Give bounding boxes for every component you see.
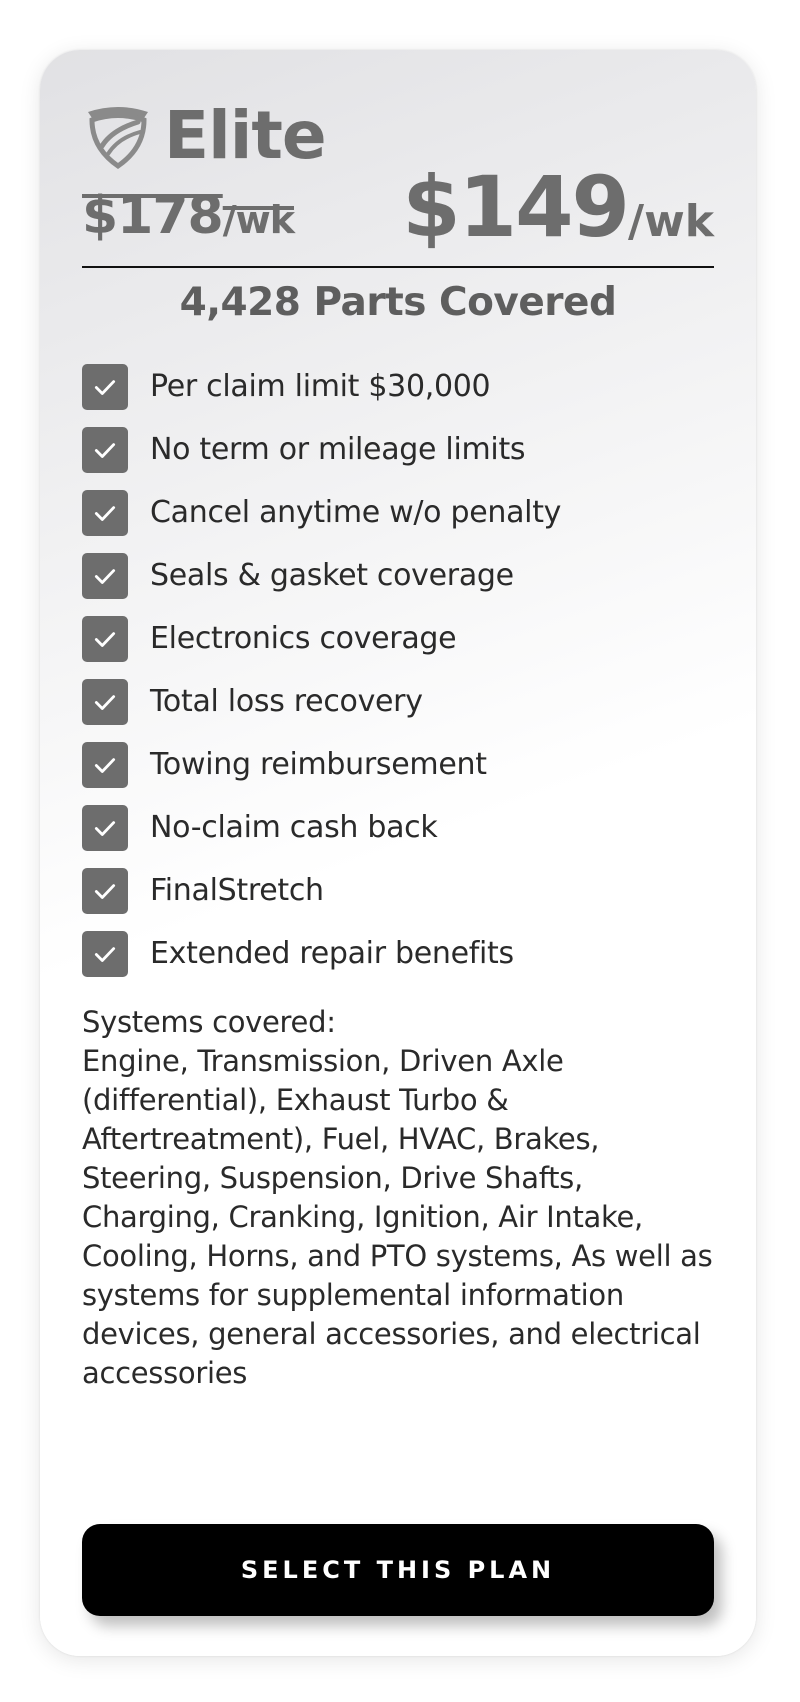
feature-label: Per claim limit $30,000 bbox=[150, 369, 491, 404]
feature-label: Total loss recovery bbox=[150, 684, 423, 719]
feature-item bbox=[82, 607, 714, 670]
feature-item bbox=[82, 922, 714, 985]
systems-heading: Systems covered: bbox=[82, 1005, 336, 1039]
feature-label: No-claim cash back bbox=[150, 810, 438, 845]
original-price-unit: /wk bbox=[222, 198, 294, 242]
sale-price bbox=[402, 158, 714, 256]
checkbox-checked-icon bbox=[82, 427, 128, 473]
feature-label: FinalStretch bbox=[150, 873, 324, 908]
checkbox-checked-icon bbox=[82, 364, 128, 410]
checkbox-checked-icon bbox=[82, 868, 128, 914]
feature-label: Electronics coverage bbox=[150, 621, 457, 656]
systems-description: Engine, Transmission, Driven Axle (differential), Exhaust Turbo & Aftertreatment), Fuel, HVAC, Brakes, Steering, Suspension, Drive Shafts, Charging, Cranking, Ignition, Air Intake, Cooling, Horns, and PTO systems, As well as systems for supplemental information devices, general accessories, and electrical accessories bbox=[82, 1044, 713, 1390]
feature-item bbox=[82, 418, 714, 481]
checkbox-checked-icon bbox=[82, 742, 128, 788]
parts-covered: 4,428 Parts Covered bbox=[179, 280, 617, 325]
checkbox-checked-icon bbox=[82, 679, 128, 725]
checkbox-checked-icon bbox=[82, 931, 128, 977]
checkbox-checked-icon bbox=[82, 805, 128, 851]
sale-price-unit: /wk bbox=[628, 196, 714, 247]
checkbox-checked-icon bbox=[82, 616, 128, 662]
plan-name: Elite bbox=[164, 97, 326, 174]
original-price-amount: $178 bbox=[82, 186, 223, 246]
feature-item bbox=[82, 796, 714, 859]
feature-list bbox=[82, 355, 714, 985]
feature-item bbox=[82, 670, 714, 733]
original-price bbox=[82, 186, 294, 246]
feature-item bbox=[82, 481, 714, 544]
price-row bbox=[82, 158, 714, 268]
feature-item bbox=[82, 544, 714, 607]
checkbox-checked-icon bbox=[82, 553, 128, 599]
feature-item bbox=[82, 859, 714, 922]
checkbox-checked-icon bbox=[82, 490, 128, 536]
feature-label: Extended repair benefits bbox=[150, 936, 514, 971]
select-plan-button[interactable]: SELECT THIS PLAN bbox=[82, 1524, 714, 1616]
shield-icon bbox=[82, 100, 154, 172]
feature-label: Seals & gasket coverage bbox=[150, 558, 514, 593]
plan-card bbox=[40, 50, 756, 1656]
feature-item bbox=[82, 355, 714, 418]
feature-label: No term or mileage limits bbox=[150, 432, 526, 467]
sale-price-amount: $149 bbox=[402, 158, 629, 256]
systems-covered bbox=[82, 1003, 714, 1393]
feature-label: Towing reimbursement bbox=[150, 747, 487, 782]
feature-item bbox=[82, 733, 714, 796]
feature-label: Cancel anytime w/o penalty bbox=[150, 495, 562, 530]
